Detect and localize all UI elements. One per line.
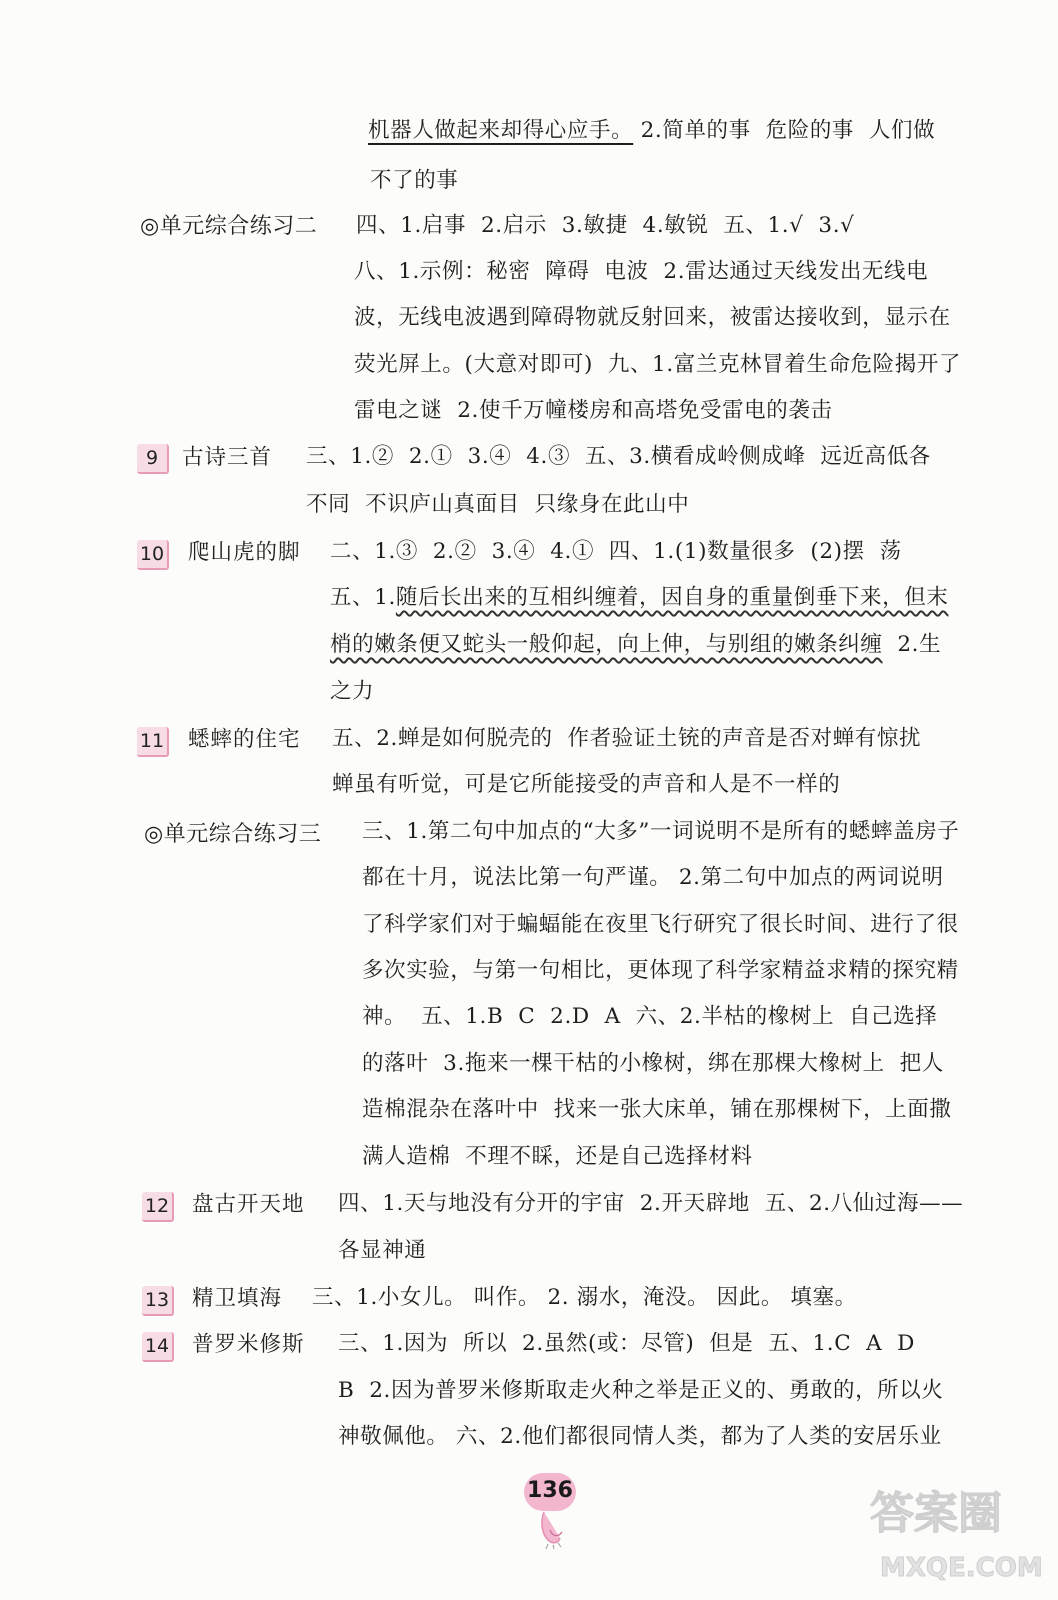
text-line: 三、1.② 2.① 3.④ 4.③ 五、3.横看成岭侧成峰 远近高低各 — [306, 444, 931, 469]
text-line: 八、1.示例：秘密 障碍 电波 2.雷达通过天线发出无线电 — [354, 259, 929, 284]
lesson-title: 盘古开天地 — [192, 1192, 305, 1217]
text-line: 五、2.蝉是如何脱壳的 作者验证土铳的声音是否对蝉有惊扰 — [332, 726, 922, 751]
answer-text: 五、1. — [330, 585, 396, 610]
text-line: 神敬佩他。 六、2.他们都很同情人类，都为了人类的安居乐业 — [338, 1424, 942, 1449]
underlined-answer: 机器人做起来却得心应手。 — [368, 118, 634, 143]
text-line: 波，无线电波遇到障碍物就反射回来，被雷达接收到，显示在 — [354, 305, 951, 330]
text-line: 雷电之谜 2.使千万幢楼房和高塔免受雷电的袭击 — [354, 398, 833, 423]
lesson-number-badge: 11 — [137, 727, 169, 757]
text-line: 之力 — [330, 679, 375, 704]
text-line: 不同 不识庐山真面目 只缘身在此山中 — [306, 492, 690, 517]
page-number: 136 — [524, 1473, 576, 1511]
unit-heading-2: ◎单元综合练习二 — [140, 214, 318, 239]
text-line — [330, 583, 948, 613]
text-line: 荧光屏上。(大意对即可) 九、1.富兰克林冒着生命危险揭开了 — [354, 352, 962, 377]
lesson-number-badge: 13 — [142, 1286, 174, 1316]
text-line: 了科学家们对于蝙蝠能在夜里飞行研究了很长时间、进行了很 — [362, 912, 959, 937]
text-line: 三、1.第二句中加点的“大多”一词说明不是所有的蟋蟀盖房子 — [362, 819, 960, 844]
answer-text: 2.简单的事 危险的事 人们做 — [633, 118, 936, 143]
text-line: 四、1.启事 2.启示 3.敏捷 4.敏锐 五、1.√ 3.√ — [356, 213, 855, 238]
lesson-title: 古诗三首 — [182, 445, 273, 470]
page-number-decoration-icon — [538, 1510, 566, 1550]
text-line: 的落叶 3.拖来一棵干枯的小橡树，绑在那棵大橡树上 把人 — [362, 1051, 944, 1076]
text-line: B 2.因为普罗米修斯取走火种之举是正义的、勇敢的，所以火 — [338, 1378, 944, 1403]
text-line: 三、1.因为 所以 2.虽然(或：尽管) 但是 五、1.C A D — [338, 1331, 915, 1356]
lesson-title: 普罗米修斯 — [192, 1332, 305, 1357]
lesson-title: 精卫填海 — [192, 1286, 283, 1311]
answer-text: 2.生 — [882, 632, 942, 657]
text-line: 四、1.天与地没有分开的宇宙 2.开天辟地 五、2.八仙过海—— — [338, 1191, 964, 1216]
text-line: 不了的事 — [370, 168, 459, 193]
text-line: 神。 五、1.B C 2.D A 六、2.半枯的橡树上 自己选择 — [362, 1004, 938, 1029]
text-line: 多次实验，与第一句相比，更体现了科学家精益求精的探究精 — [362, 958, 959, 983]
text-line — [330, 630, 941, 660]
text-line: 满人造棉 不理不睬，还是自己选择材料 — [362, 1144, 753, 1169]
text-line: 二、1.③ 2.② 3.④ 4.① 四、1.(1)数量很多 (2)摆 荡 — [330, 539, 902, 564]
text-line: 蝉虽有听觉，可是它所能接受的声音和人是不一样的 — [332, 772, 841, 797]
svg-text:答案圈: 答案圈 — [870, 1488, 1002, 1539]
wavy-underlined-answer: 梢的嫩条便又蛇头一般仰起，向上伸，与别组的嫩条纠缠 — [330, 632, 883, 657]
lesson-title: 蟋蟀的住宅 — [188, 727, 301, 752]
lesson-number-badge: 10 — [137, 540, 169, 570]
text-line: 三、1.小女儿。 叫作。 2. 溺水，淹没。 因此。 填塞。 — [312, 1285, 857, 1310]
text-line: 各显神通 — [338, 1238, 427, 1263]
svg-text:MXQE.COM: MXQE.COM — [880, 1553, 1043, 1583]
watermark-logo — [866, 1480, 1052, 1590]
text-line: 造棉混杂在落叶中 找来一张大床单，铺在那棵树下，上面撒 — [362, 1097, 952, 1122]
wavy-underlined-answer: 随后长出来的互相纠缠着，因自身的重量倒垂下来，但末 — [395, 585, 949, 610]
lesson-number-badge: 12 — [142, 1192, 174, 1222]
lesson-number-badge: 14 — [142, 1332, 174, 1362]
unit-heading-3: ◎单元综合练习三 — [144, 822, 322, 847]
text-line — [368, 116, 935, 146]
lesson-title: 爬山虎的脚 — [188, 540, 301, 565]
text-line: 都在十月，说法比第一句严谨。 2.第二句中加点的两词说明 — [362, 865, 944, 890]
lesson-number-badge: 9 — [137, 444, 169, 474]
